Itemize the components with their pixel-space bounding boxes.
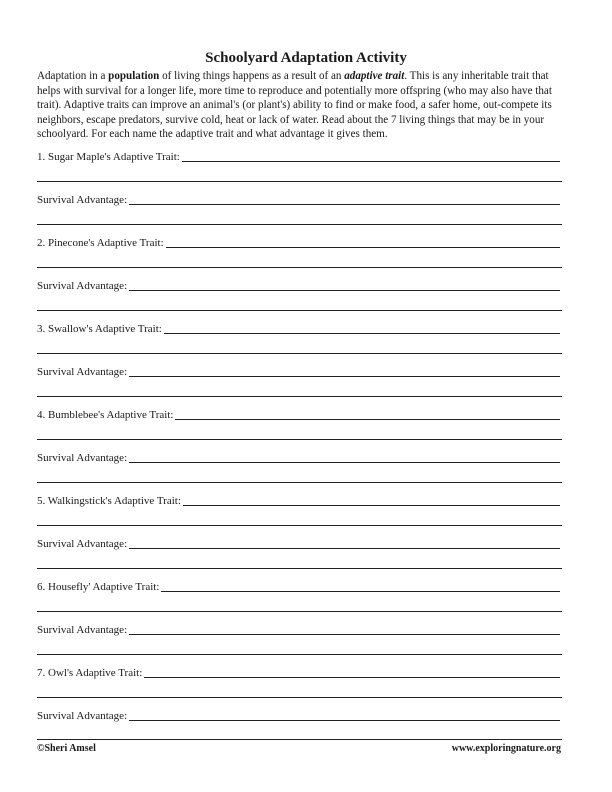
- trait-question-6: [37, 578, 560, 594]
- advantage-label: Survival Advantage:: [37, 194, 128, 206]
- trait-question-2: [37, 234, 560, 250]
- advantage-answer-line-continued[interactable]: [37, 654, 562, 655]
- advantage-answer-line-continued[interactable]: [37, 310, 562, 311]
- advantage-answer-line[interactable]: [129, 634, 560, 635]
- advantage-answer-line[interactable]: [129, 720, 560, 721]
- trait-answer-line-continued[interactable]: [37, 697, 562, 698]
- copyright-text: ©Sheri Amsel: [37, 743, 96, 754]
- intro-paragraph: [37, 69, 574, 142]
- trait-answer-line[interactable]: [183, 505, 560, 506]
- advantage-question-3: [37, 363, 560, 379]
- trait-answer-line[interactable]: [175, 419, 560, 420]
- trait-answer-line[interactable]: [182, 161, 560, 162]
- trait-label: 5. Walkingstick's Adaptive Trait:: [37, 495, 181, 507]
- trait-label: 4. Bumblebee's Adaptive Trait:: [37, 409, 174, 421]
- advantage-answer-line-continued[interactable]: [37, 396, 562, 397]
- trait-question-7: [37, 664, 560, 680]
- advantage-label: Survival Advantage:: [37, 366, 128, 378]
- advantage-answer-line-continued[interactable]: [37, 568, 562, 569]
- trait-answer-line-continued[interactable]: [37, 181, 562, 182]
- trait-label: 7. Owl's Adaptive Trait:: [37, 667, 143, 679]
- advantage-question-4: [37, 449, 560, 465]
- trait-answer-line[interactable]: [161, 591, 560, 592]
- trait-label: 2. Pinecone's Adaptive Trait:: [37, 237, 164, 249]
- trait-label: 6. Housefly' Adaptive Trait:: [37, 581, 160, 593]
- intro-term-population: population: [108, 70, 160, 82]
- trait-label: 3. Swallow's Adaptive Trait:: [37, 323, 162, 335]
- trait-question-5: [37, 492, 560, 508]
- advantage-question-7: [37, 707, 560, 723]
- trait-question-4: [37, 406, 560, 422]
- advantage-answer-line-continued[interactable]: [37, 224, 562, 225]
- advantage-answer-line[interactable]: [129, 548, 560, 549]
- trait-answer-line[interactable]: [144, 677, 560, 678]
- advantage-answer-line[interactable]: [129, 204, 560, 205]
- advantage-answer-line[interactable]: [129, 290, 560, 291]
- advantage-question-6: [37, 621, 560, 637]
- advantage-label: Survival Advantage:: [37, 624, 128, 636]
- trait-answer-line-continued[interactable]: [37, 267, 562, 268]
- trait-answer-line[interactable]: [166, 247, 560, 248]
- advantage-label: Survival Advantage:: [37, 452, 128, 464]
- advantage-answer-line-continued[interactable]: [37, 482, 562, 483]
- trait-answer-line-continued[interactable]: [37, 611, 562, 612]
- trait-answer-line-continued[interactable]: [37, 353, 562, 354]
- trait-answer-line-continued[interactable]: [37, 439, 562, 440]
- footer-divider: [37, 739, 562, 740]
- website-text: www.exploringnature.org: [451, 743, 561, 754]
- trait-question-3: [37, 320, 560, 336]
- advantage-label: Survival Advantage:: [37, 710, 128, 722]
- trait-answer-line-continued[interactable]: [37, 525, 562, 526]
- trait-label: 1. Sugar Maple's Adaptive Trait:: [37, 151, 180, 163]
- worksheet-title: Schoolyard Adaptation Activity: [205, 50, 407, 66]
- intro-text-3: . This is any inheritable trait that helps with survival for a longer life, more time to reproduce and potentially more offspring (who may also have that trait). Adaptive traits can improve an animal's (or plant's) ability to find or make food, a safer home, out-compete its neighbors, escape predators, survive cold, heat or lack of water. Read about the 7 living things that may be in your schoolyard. For each name the adaptive trait and what advantage it gives them.: [37, 70, 552, 141]
- advantage-label: Survival Advantage:: [37, 280, 128, 292]
- advantage-question-5: [37, 535, 560, 551]
- intro-text-2: of living things happens as a result of an: [159, 70, 345, 82]
- advantage-answer-line[interactable]: [129, 462, 560, 463]
- advantage-label: Survival Advantage:: [37, 538, 128, 550]
- advantage-answer-line[interactable]: [129, 376, 560, 377]
- advantage-question-2: [37, 277, 560, 293]
- trait-question-1: [37, 148, 560, 164]
- trait-answer-line[interactable]: [164, 333, 560, 334]
- intro-text-1: Adaptation in a: [37, 70, 109, 82]
- intro-term-adaptive-trait: adaptive trait: [344, 70, 405, 82]
- advantage-question-1: [37, 191, 560, 207]
